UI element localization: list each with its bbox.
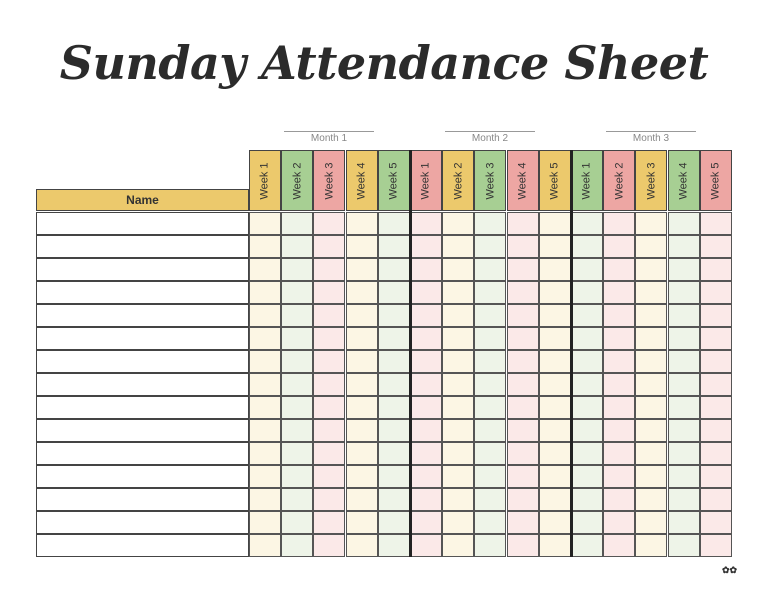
name-row-field[interactable]	[36, 488, 249, 511]
attendance-cell[interactable]	[507, 534, 539, 557]
attendance-cell[interactable]	[249, 258, 281, 281]
week-header-label: Week 2	[613, 161, 626, 200]
attendance-cell[interactable]	[603, 281, 635, 304]
week-header-label: Week 3	[484, 161, 497, 200]
attendance-cell[interactable]	[442, 534, 474, 557]
attendance-cell[interactable]	[571, 442, 603, 465]
attendance-cell[interactable]	[700, 258, 732, 281]
attendance-cell[interactable]	[378, 396, 410, 419]
attendance-cell[interactable]	[507, 419, 539, 442]
attendance-cell[interactable]	[281, 396, 313, 419]
attendance-cell[interactable]	[700, 465, 732, 488]
attendance-cell[interactable]	[410, 373, 442, 396]
attendance-cell[interactable]	[249, 534, 281, 557]
attendance-cell[interactable]	[313, 373, 345, 396]
attendance-cell[interactable]	[313, 235, 345, 258]
attendance-cell[interactable]	[700, 350, 732, 373]
attendance-cell[interactable]	[281, 327, 313, 350]
week-header	[346, 150, 378, 211]
attendance-cell[interactable]	[378, 258, 410, 281]
name-row-field[interactable]	[36, 465, 249, 488]
month-label	[606, 127, 696, 147]
attendance-cell[interactable]	[635, 373, 667, 396]
attendance-cell[interactable]	[249, 327, 281, 350]
attendance-cell[interactable]	[507, 235, 539, 258]
attendance-cell[interactable]	[571, 235, 603, 258]
attendance-cell[interactable]	[346, 212, 378, 235]
month-label	[284, 127, 374, 147]
attendance-cell[interactable]	[313, 419, 345, 442]
attendance-cell[interactable]	[442, 488, 474, 511]
attendance-cell[interactable]	[539, 534, 571, 557]
attendance-cell[interactable]	[346, 396, 378, 419]
attendance-cell[interactable]	[281, 465, 313, 488]
attendance-cell[interactable]	[668, 327, 700, 350]
attendance-cell[interactable]	[571, 488, 603, 511]
attendance-cell[interactable]	[474, 281, 506, 304]
name-row-field[interactable]	[36, 304, 249, 327]
attendance-cell[interactable]	[700, 327, 732, 350]
attendance-cell[interactable]	[668, 281, 700, 304]
attendance-cell[interactable]	[249, 419, 281, 442]
attendance-cell[interactable]	[410, 350, 442, 373]
attendance-cell[interactable]	[281, 488, 313, 511]
attendance-cell[interactable]	[635, 350, 667, 373]
attendance-cell[interactable]	[668, 396, 700, 419]
month-label-text: Month 3	[632, 133, 670, 144]
attendance-cell[interactable]	[539, 350, 571, 373]
attendance-cell[interactable]	[700, 396, 732, 419]
attendance-cell[interactable]	[442, 327, 474, 350]
attendance-cell[interactable]	[668, 373, 700, 396]
attendance-cell[interactable]	[474, 304, 506, 327]
week-header-label: Week 4	[355, 161, 368, 200]
attendance-cell[interactable]	[539, 419, 571, 442]
attendance-cell[interactable]	[474, 327, 506, 350]
attendance-cell[interactable]	[249, 442, 281, 465]
attendance-cell[interactable]	[346, 281, 378, 304]
attendance-cell[interactable]	[442, 511, 474, 534]
attendance-cell[interactable]	[442, 304, 474, 327]
attendance-cell[interactable]	[313, 304, 345, 327]
attendance-cell[interactable]	[410, 465, 442, 488]
week-header	[507, 150, 539, 211]
attendance-cell[interactable]	[281, 350, 313, 373]
week-header	[313, 150, 345, 211]
attendance-cell[interactable]	[442, 258, 474, 281]
attendance-cell[interactable]	[313, 281, 345, 304]
attendance-cell[interactable]	[700, 488, 732, 511]
attendance-cell[interactable]	[281, 304, 313, 327]
attendance-cell[interactable]	[442, 281, 474, 304]
name-row-field[interactable]	[36, 327, 249, 350]
attendance-cell[interactable]	[249, 281, 281, 304]
attendance-cell[interactable]	[410, 488, 442, 511]
attendance-cell[interactable]	[313, 465, 345, 488]
attendance-cell[interactable]	[474, 373, 506, 396]
attendance-cell[interactable]	[410, 304, 442, 327]
week-header-label: Week 4	[516, 161, 529, 200]
attendance-cell[interactable]	[442, 442, 474, 465]
attendance-cell[interactable]	[571, 419, 603, 442]
attendance-cell[interactable]	[378, 304, 410, 327]
name-row-field[interactable]	[36, 511, 249, 534]
attendance-cell[interactable]	[603, 442, 635, 465]
week-header	[474, 150, 506, 211]
attendance-cell[interactable]	[603, 534, 635, 557]
week-header	[281, 150, 313, 211]
attendance-cell[interactable]	[378, 534, 410, 557]
attendance-cell[interactable]	[539, 327, 571, 350]
attendance-cell[interactable]	[507, 212, 539, 235]
attendance-cell[interactable]	[442, 373, 474, 396]
attendance-cell[interactable]	[249, 373, 281, 396]
attendance-cell[interactable]	[378, 327, 410, 350]
week-header-label: Week 5	[387, 161, 400, 200]
attendance-cell[interactable]	[539, 511, 571, 534]
attendance-cell[interactable]	[603, 304, 635, 327]
attendance-cell[interactable]	[474, 350, 506, 373]
attendance-cell[interactable]	[442, 419, 474, 442]
attendance-cell[interactable]	[474, 396, 506, 419]
attendance-cell[interactable]	[507, 327, 539, 350]
attendance-cell[interactable]	[378, 212, 410, 235]
week-header	[603, 150, 635, 211]
attendance-cell[interactable]	[668, 488, 700, 511]
attendance-cell[interactable]	[539, 304, 571, 327]
attendance-cell[interactable]	[410, 442, 442, 465]
month-label	[445, 127, 535, 147]
attendance-cell[interactable]	[635, 465, 667, 488]
attendance-cell[interactable]	[474, 488, 506, 511]
week-header	[700, 150, 732, 211]
attendance-cell[interactable]	[539, 258, 571, 281]
month-separator	[409, 150, 412, 557]
page-title: Sunday Attendance Sheet	[59, 36, 709, 90]
attendance-cell[interactable]	[700, 235, 732, 258]
attendance-cell[interactable]	[410, 281, 442, 304]
week-header	[442, 150, 474, 211]
attendance-cell[interactable]	[281, 281, 313, 304]
attendance-cell[interactable]	[474, 534, 506, 557]
attendance-cell[interactable]	[668, 442, 700, 465]
attendance-cell[interactable]	[635, 419, 667, 442]
attendance-cell[interactable]	[571, 304, 603, 327]
attendance-cell[interactable]	[539, 396, 571, 419]
week-header-label: Week 3	[323, 161, 336, 200]
attendance-cell[interactable]	[571, 327, 603, 350]
attendance-cell[interactable]	[474, 465, 506, 488]
attendance-cell[interactable]	[346, 350, 378, 373]
name-column-header: Name	[36, 189, 249, 211]
attendance-cell[interactable]	[346, 511, 378, 534]
name-row-field[interactable]	[36, 350, 249, 373]
attendance-cell[interactable]	[571, 281, 603, 304]
attendance-cell[interactable]	[346, 442, 378, 465]
attendance-cell[interactable]	[507, 511, 539, 534]
attendance-cell[interactable]	[281, 212, 313, 235]
attendance-cell[interactable]	[507, 442, 539, 465]
attendance-cell[interactable]	[442, 465, 474, 488]
attendance-cell[interactable]	[410, 534, 442, 557]
attendance-cell[interactable]	[700, 534, 732, 557]
name-row-field[interactable]	[36, 212, 249, 235]
attendance-cell[interactable]	[378, 373, 410, 396]
attendance-cell[interactable]	[313, 258, 345, 281]
attendance-cell[interactable]	[668, 534, 700, 557]
attendance-cell[interactable]	[603, 488, 635, 511]
attendance-cell[interactable]	[281, 235, 313, 258]
attendance-cell[interactable]	[281, 534, 313, 557]
attendance-cell[interactable]	[378, 488, 410, 511]
week-header-label: Week 1	[420, 161, 432, 200]
attendance-cell[interactable]	[603, 465, 635, 488]
week-header-label: Week 5	[709, 161, 722, 200]
attendance-cell[interactable]	[410, 258, 442, 281]
attendance-cell[interactable]	[571, 511, 603, 534]
attendance-cell[interactable]	[378, 465, 410, 488]
month-separator	[570, 150, 573, 557]
attendance-cell[interactable]	[700, 304, 732, 327]
attendance-cell[interactable]	[442, 212, 474, 235]
attendance-cell[interactable]	[474, 258, 506, 281]
attendance-cell[interactable]	[668, 465, 700, 488]
attendance-cell[interactable]	[700, 212, 732, 235]
attendance-cell[interactable]	[668, 350, 700, 373]
attendance-cell[interactable]	[378, 350, 410, 373]
attendance-cell[interactable]	[442, 235, 474, 258]
attendance-cell[interactable]	[635, 534, 667, 557]
attendance-cell[interactable]	[378, 442, 410, 465]
attendance-cell[interactable]	[474, 419, 506, 442]
week-header-label: Week 1	[259, 161, 271, 200]
attendance-cell[interactable]	[668, 511, 700, 534]
month-label-text: Month 1	[310, 133, 348, 144]
attendance-cell[interactable]	[539, 488, 571, 511]
attendance-cell[interactable]	[603, 327, 635, 350]
attendance-cell[interactable]	[378, 419, 410, 442]
name-row-field[interactable]	[36, 235, 249, 258]
attendance-cell[interactable]	[539, 442, 571, 465]
week-header	[635, 150, 667, 211]
attendance-cell[interactable]	[313, 350, 345, 373]
attendance-cell[interactable]	[313, 488, 345, 511]
attendance-cell[interactable]	[539, 281, 571, 304]
week-header	[410, 150, 442, 211]
month-label-text: Month 2	[471, 133, 509, 144]
attendance-cell[interactable]	[313, 212, 345, 235]
attendance-cell[interactable]	[346, 258, 378, 281]
attendance-cell[interactable]	[603, 419, 635, 442]
attendance-cell[interactable]	[603, 373, 635, 396]
attendance-cell[interactable]	[249, 511, 281, 534]
attendance-cell[interactable]	[281, 373, 313, 396]
attendance-cell[interactable]	[635, 442, 667, 465]
attendance-cell[interactable]	[571, 396, 603, 419]
attendance-cell[interactable]	[539, 465, 571, 488]
attendance-cell[interactable]	[507, 465, 539, 488]
attendance-cell[interactable]	[603, 396, 635, 419]
attendance-cell[interactable]	[410, 511, 442, 534]
attendance-cell[interactable]	[539, 212, 571, 235]
attendance-cell[interactable]	[346, 465, 378, 488]
attendance-cell[interactable]	[668, 258, 700, 281]
attendance-cell[interactable]	[700, 442, 732, 465]
attendance-cell[interactable]	[571, 465, 603, 488]
attendance-cell[interactable]	[507, 488, 539, 511]
attendance-cell[interactable]	[249, 212, 281, 235]
attendance-cell[interactable]	[507, 396, 539, 419]
attendance-cell[interactable]	[249, 304, 281, 327]
attendance-cell[interactable]	[346, 419, 378, 442]
attendance-cell[interactable]	[281, 511, 313, 534]
attendance-cell[interactable]	[507, 258, 539, 281]
attendance-cell[interactable]	[507, 281, 539, 304]
attendance-cell[interactable]	[700, 511, 732, 534]
attendance-cell[interactable]	[507, 304, 539, 327]
attendance-cell[interactable]	[474, 511, 506, 534]
attendance-cell[interactable]	[442, 396, 474, 419]
attendance-cell[interactable]	[249, 465, 281, 488]
attendance-cell[interactable]	[668, 304, 700, 327]
week-header	[378, 150, 410, 211]
attendance-cell[interactable]	[571, 534, 603, 557]
week-header	[249, 150, 281, 211]
week-header	[668, 150, 700, 211]
attendance-cell[interactable]	[313, 534, 345, 557]
attendance-cell[interactable]	[635, 258, 667, 281]
printables-logo-icon: ✿✿	[722, 565, 738, 575]
attendance-cell[interactable]	[603, 212, 635, 235]
attendance-cell[interactable]	[539, 373, 571, 396]
attendance-cell[interactable]	[346, 534, 378, 557]
attendance-cell[interactable]	[603, 258, 635, 281]
attendance-cell[interactable]	[635, 488, 667, 511]
name-row-field[interactable]	[36, 258, 249, 281]
week-header-label: Week 3	[645, 161, 658, 200]
attendance-cell[interactable]	[571, 350, 603, 373]
name-row-field[interactable]	[36, 419, 249, 442]
attendance-cell[interactable]	[635, 396, 667, 419]
week-header-label: Week 4	[677, 161, 690, 200]
name-row-field[interactable]	[36, 373, 249, 396]
name-row-field[interactable]	[36, 534, 249, 557]
attendance-cell[interactable]	[635, 212, 667, 235]
week-header	[539, 150, 571, 211]
attendance-cell[interactable]	[700, 281, 732, 304]
attendance-cell[interactable]	[668, 212, 700, 235]
attendance-cell[interactable]	[507, 373, 539, 396]
name-row-field[interactable]	[36, 281, 249, 304]
attendance-cell[interactable]	[474, 212, 506, 235]
name-row-field[interactable]	[36, 396, 249, 419]
attendance-cell[interactable]	[410, 235, 442, 258]
attendance-cell[interactable]	[474, 442, 506, 465]
attendance-cell[interactable]	[313, 327, 345, 350]
attendance-cell[interactable]	[635, 327, 667, 350]
attendance-cell[interactable]	[571, 212, 603, 235]
attendance-cell[interactable]	[442, 350, 474, 373]
attendance-cell[interactable]	[668, 419, 700, 442]
attendance-cell[interactable]	[700, 419, 732, 442]
attendance-cell[interactable]	[281, 442, 313, 465]
attendance-cell[interactable]	[571, 373, 603, 396]
attendance-cell[interactable]	[249, 396, 281, 419]
attendance-cell[interactable]	[474, 235, 506, 258]
attendance-cell[interactable]	[378, 511, 410, 534]
attendance-cell[interactable]	[313, 442, 345, 465]
attendance-cell[interactable]	[249, 350, 281, 373]
attendance-cell[interactable]	[281, 419, 313, 442]
attendance-cell[interactable]	[635, 235, 667, 258]
attendance-cell[interactable]	[281, 258, 313, 281]
attendance-cell[interactable]	[539, 235, 571, 258]
attendance-cell[interactable]	[410, 396, 442, 419]
name-row-field[interactable]	[36, 442, 249, 465]
attendance-cell[interactable]	[700, 373, 732, 396]
attendance-cell[interactable]	[313, 511, 345, 534]
attendance-cell[interactable]	[410, 327, 442, 350]
attendance-cell[interactable]	[507, 350, 539, 373]
attendance-cell[interactable]	[635, 281, 667, 304]
attendance-cell[interactable]	[346, 488, 378, 511]
attendance-cell[interactable]	[346, 235, 378, 258]
attendance-cell[interactable]	[571, 258, 603, 281]
week-header-label: Week 2	[452, 161, 465, 200]
attendance-cell[interactable]	[410, 212, 442, 235]
attendance-cell[interactable]	[603, 350, 635, 373]
attendance-cell[interactable]	[346, 327, 378, 350]
week-header-label: Week 5	[548, 161, 561, 200]
attendance-cell[interactable]	[603, 235, 635, 258]
attendance-cell[interactable]	[378, 281, 410, 304]
attendance-cell[interactable]	[410, 419, 442, 442]
attendance-cell[interactable]	[249, 488, 281, 511]
attendance-cell[interactable]	[313, 396, 345, 419]
week-header	[571, 150, 603, 211]
week-header-label: Week 2	[291, 161, 304, 200]
attendance-cell[interactable]	[249, 235, 281, 258]
attendance-cell[interactable]	[603, 511, 635, 534]
attendance-cell[interactable]	[346, 373, 378, 396]
attendance-cell[interactable]	[378, 235, 410, 258]
week-header-label: Week 1	[581, 161, 593, 200]
attendance-cell[interactable]	[635, 304, 667, 327]
attendance-cell[interactable]	[346, 304, 378, 327]
attendance-cell[interactable]	[635, 511, 667, 534]
attendance-cell[interactable]	[668, 235, 700, 258]
